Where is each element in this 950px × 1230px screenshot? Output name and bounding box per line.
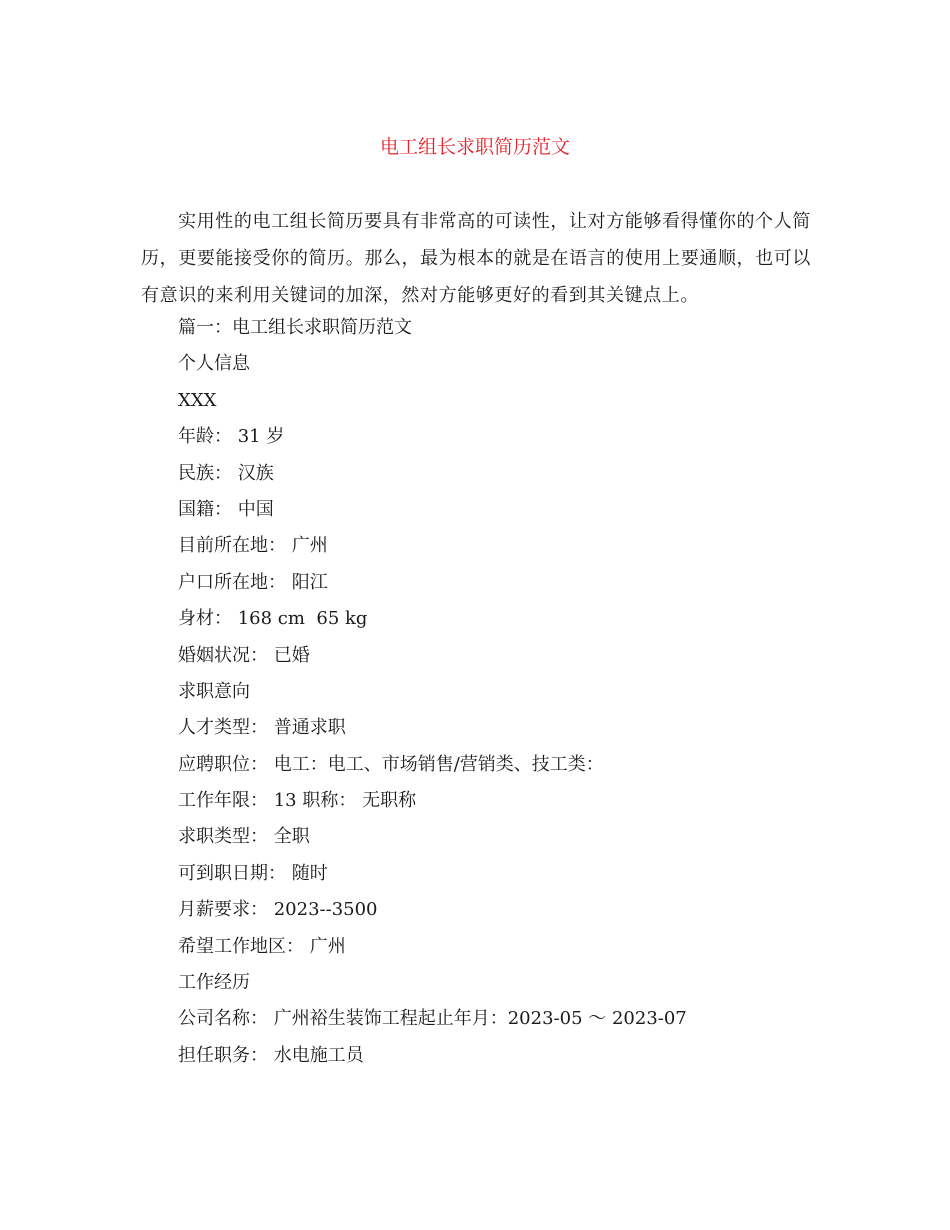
field-marital-status: 婚姻状况： 已婚 [178,644,310,666]
field-applied-position: 应聘职位： 电工：电工、市场销售/营销类、技工类： [178,753,604,775]
field-available-date: 可到职日期： 随时 [178,862,328,884]
section-heading-work-experience: 工作经历 [178,972,250,994]
field-salary-expectation: 月薪要求： 2023--3500 [178,899,378,921]
field-work-years-title: 工作年限： 13 职称： 无职称 [178,790,417,812]
resume-name: XXX [178,389,217,411]
field-nationality: 国籍： 中国 [178,498,274,520]
field-talent-type: 人才类型： 普通求职 [178,717,346,739]
resume-content [178,314,818,1078]
section-heading-job-intention: 求职意向 [178,680,250,702]
intro-paragraph: 实用性的电工组长简历要具有非常高的可读性，让对方能够看得懂你的个人简历，更要能接受你的简历。那么，最为根本的就是在语言的使用上要通顺，也可以有意识的来利用关键词的加深，然对方能够更好的看到其关键点上。 [141,211,811,306]
field-company-name-period: 公司名称： 广州裕生装饰工程起止年月：2023-05 ～ 2023-07 [178,1008,687,1030]
field-household-registration: 户口所在地： 阳江 [178,571,328,593]
field-position-held: 担任职务： 水电施工员 [178,1044,364,1066]
field-desired-location: 希望工作地区： 广州 [178,935,346,957]
field-current-location: 目前所在地： 广州 [178,535,328,557]
field-age: 年龄： 31 岁 [178,426,285,448]
section-heading-article-one: 篇一：电工组长求职简历范文 [178,317,412,338]
section-heading-personal-info: 个人信息 [178,353,250,375]
field-ethnicity: 民族： 汉族 [178,462,274,484]
field-job-type: 求职类型： 全职 [178,826,310,848]
document-title: 电工组长求职简历范文 [379,136,570,158]
field-height-weight: 身材： 168 cm 65 kg [178,608,368,630]
